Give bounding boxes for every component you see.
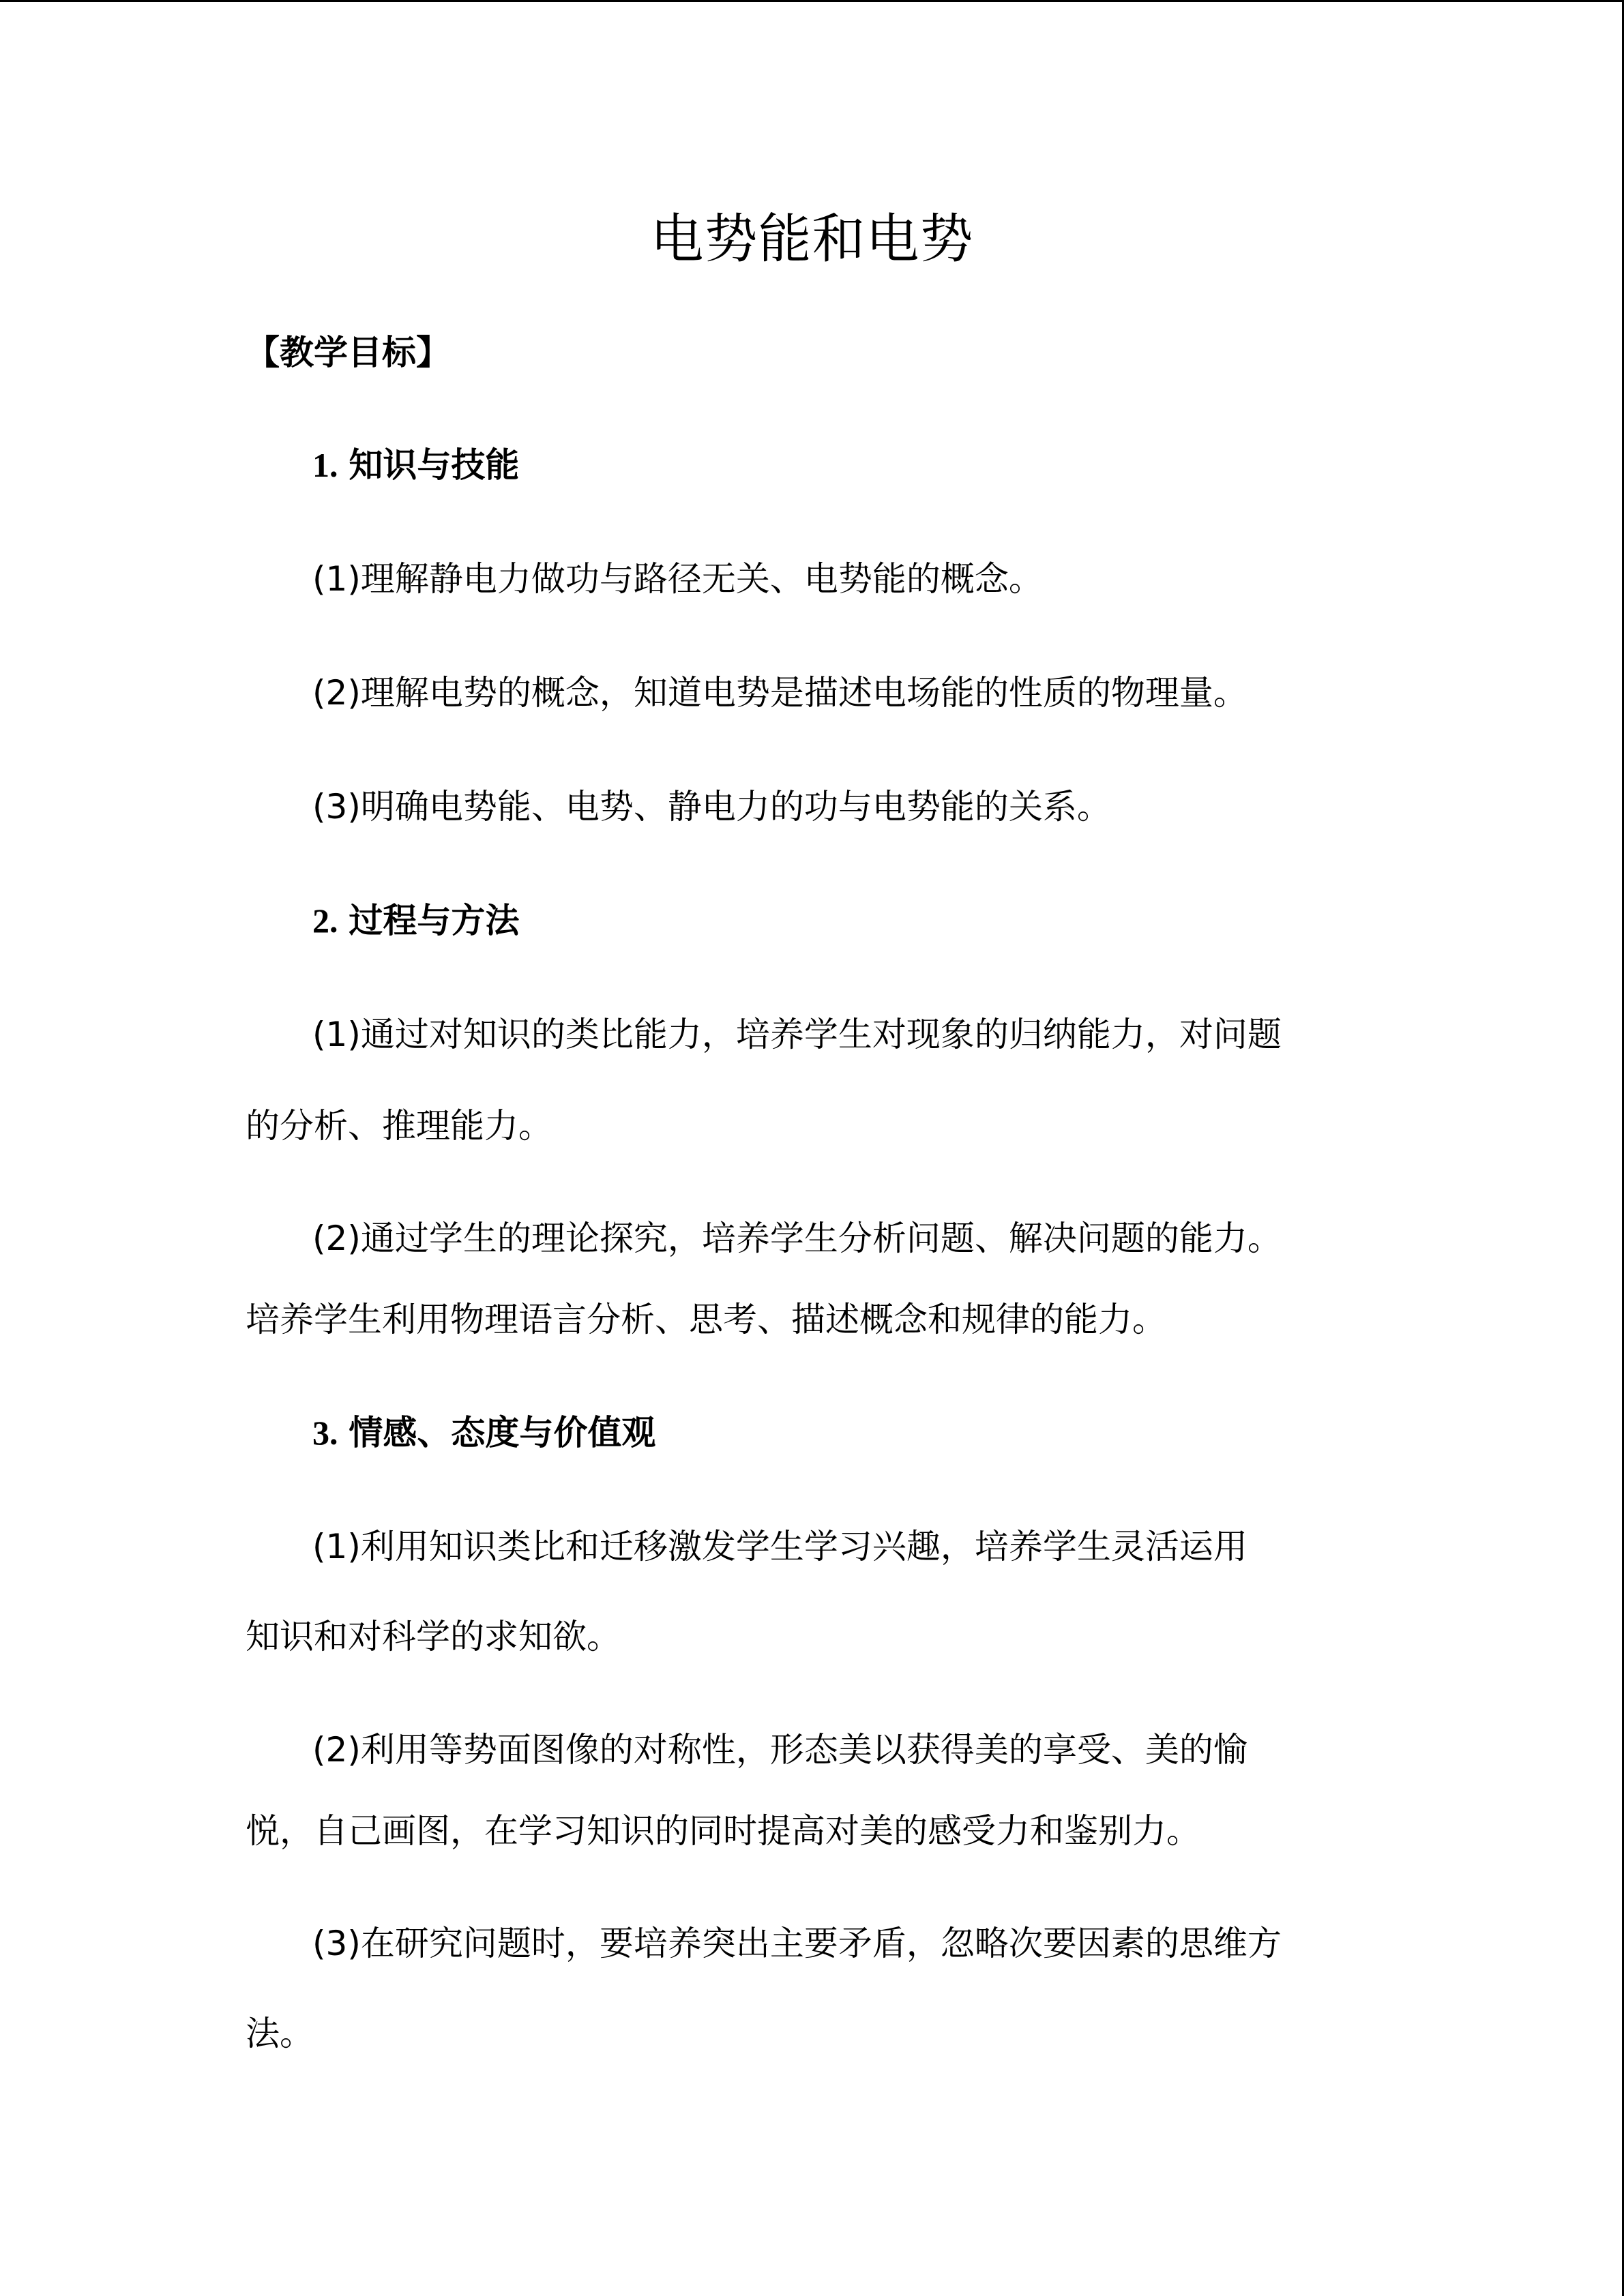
subsection-heading-3	[312, 1409, 1472, 1457]
subsection-number: 2.	[312, 901, 338, 940]
objective-item-line: (2)通过学生的理论探究，培养学生分析问题、解决问题的能力。	[312, 1219, 1282, 1258]
page-border-top	[0, 0, 1624, 2]
objective-item-line: (3)在研究问题时，要培养突出主要矛盾，忽略次要因素的思维方	[312, 1924, 1282, 1963]
objective-item-line: (1)通过对知识的类比能力，培养学生对现象的归纳能力，对问题	[312, 1015, 1282, 1054]
subsection-heading-1	[312, 441, 1472, 489]
document-title: 电势能和电势	[650, 209, 974, 270]
objective-item-line: (1)利用知识类比和迁移激发学生学习兴趣，培养学生灵活运用	[312, 1527, 1247, 1566]
objective-item-line: 悦，自己画图，在学习知识的同时提高对美的感受力和鉴别力。	[246, 1811, 1200, 1851]
objective-item: (3)明确电势能、电势、静电力的功与电势能的关系。	[312, 787, 1111, 826]
subsection-number: 3.	[312, 1414, 338, 1452]
objective-item-line: 知识和对科学的求知欲。	[246, 1617, 621, 1656]
subsection-title: 知识与技能	[349, 445, 520, 485]
objective-item-line: 法。	[246, 2014, 314, 2053]
objective-item: (1)理解静电力做功与路径无关、电势能的概念。	[312, 559, 1043, 599]
objective-item-line: 培养学生利用物理语言分析、思考、描述概念和规律的能力。	[246, 1300, 1166, 1339]
subsection-title: 情感、态度与价值观	[349, 1413, 656, 1452]
subsection-number: 1.	[312, 446, 338, 484]
objective-item-line: (2)利用等势面图像的对称性，形态美以获得美的享受、美的愉	[312, 1730, 1247, 1770]
section-heading: 【教学目标】	[246, 333, 450, 372]
subsection-title: 过程与方法	[349, 901, 520, 940]
subsection-heading-2	[312, 897, 1472, 944]
objective-item: (2)理解电势的概念，知道电势是描述电场能的性质的物理量。	[312, 673, 1247, 713]
objective-item-line: 的分析、推理能力。	[246, 1106, 552, 1146]
